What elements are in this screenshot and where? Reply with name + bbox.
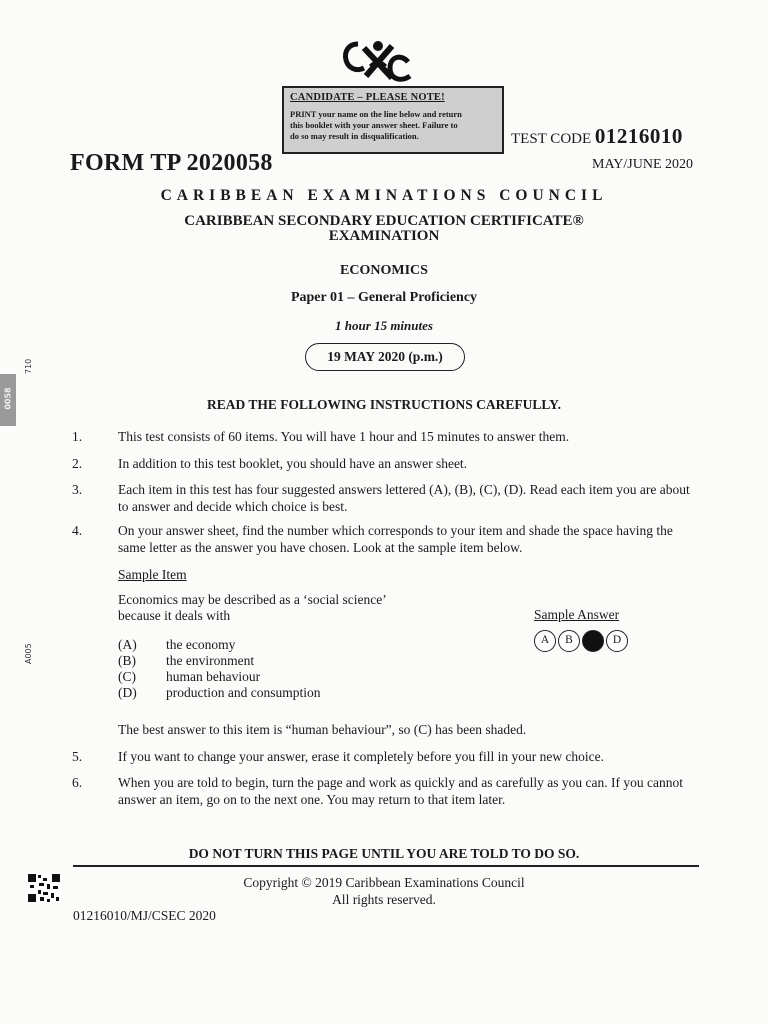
form-tp-number: FORM TP 2020058	[70, 150, 273, 176]
note-line-3: do so may result in disqualification.	[290, 131, 419, 141]
instruction-text: If you want to change your answer, erase it completely before you fill in your new choice.	[118, 749, 605, 764]
certificate-line-1: CARIBBEAN SECONDARY EDUCATION CERTIFICATE®	[184, 213, 584, 229]
test-code-label: TEST CODE	[511, 131, 592, 147]
test-code	[511, 124, 683, 149]
instruction-text: Each item in this test has four suggested answers lettered (A), (B), (C), (D). Read each item you are about to answer and decide which choice is best.	[118, 482, 690, 514]
answer-bubble-c: C	[582, 630, 604, 652]
subject-title: ECONOMICS	[340, 263, 428, 278]
option-letter: (B)	[118, 653, 136, 668]
instructions-heading: READ THE FOLLOWING INSTRUCTIONS CAREFULLY.	[207, 397, 561, 412]
cxc-logo-icon	[340, 36, 416, 86]
divider-rule	[73, 865, 699, 867]
exam-session: MAY/JUNE 2020	[592, 157, 693, 172]
option-text: the environment	[166, 653, 255, 668]
instruction-text: On your answer sheet, find the number which corresponds to your item and shade the space having the same letter as the answer you have chosen. Look at the sample item below.	[118, 523, 673, 555]
paper-code: 01216010/MJ/CSEC 2020	[73, 908, 216, 923]
instruction-number: 2.	[72, 456, 83, 471]
option-text: human behaviour	[166, 669, 261, 684]
sample-answer-label: Sample Answer	[534, 607, 620, 622]
certificate-title	[0, 214, 768, 244]
note-text	[290, 109, 496, 142]
instruction-number: 1.	[72, 429, 83, 444]
paper-title: Paper 01 – General Proficiency	[290, 290, 478, 305]
duration: 1 hour 15 minutes	[335, 318, 433, 333]
instruction-number: 4.	[72, 523, 83, 538]
answer-bubble-a: A	[534, 630, 556, 652]
note-title: CANDIDATE – PLEASE NOTE!	[290, 92, 445, 103]
option-letter: (A)	[118, 637, 137, 652]
sample-question-line-2: because it deals with	[118, 608, 231, 623]
option-letter: (C)	[118, 669, 136, 684]
answer-bubble-d: D	[606, 630, 628, 652]
note-line-2: this booklet with your answer sheet. Failure to	[290, 120, 458, 130]
option-letter: (D)	[118, 685, 137, 700]
council-name: CARIBBEAN EXAMINATIONS COUNCIL	[160, 187, 608, 204]
test-code-value: 01216010	[594, 124, 683, 148]
copyright	[0, 874, 768, 908]
side-code-bottom: A005	[24, 643, 33, 664]
exam-date: 19 MAY 2020 (p.m.)	[305, 343, 465, 371]
instruction-number: 3.	[72, 482, 83, 497]
option-text: the economy	[166, 637, 236, 652]
option-text: production and consumption	[166, 685, 321, 700]
rights-line: All rights reserved.	[332, 892, 436, 907]
sample-question-line-1: Economics may be described as a ‘social science’	[118, 592, 387, 607]
instruction-number: 6.	[72, 775, 83, 790]
side-code-top: 710	[24, 358, 33, 374]
answer-bubble-b: B	[558, 630, 580, 652]
candidate-note-box	[282, 86, 504, 154]
instruction-text: When you are told to begin, turn the page and work as quickly and as carefully as you can. If you cannot answer an item, go on to the next one. You may return to that item later.	[118, 775, 683, 807]
copyright-line: Copyright © 2019 Caribbean Examinations Council	[243, 875, 525, 890]
sample-answer-bubbles	[534, 630, 628, 652]
note-line-1: PRINT your name on the line below and return	[290, 109, 462, 119]
sample-item-label: Sample Item	[118, 567, 187, 582]
certificate-line-2: EXAMINATION	[328, 228, 440, 244]
sample-explanation: The best answer to this item is “human behaviour”, so (C) has been shaded.	[118, 722, 527, 737]
side-tab-code: 0058	[3, 387, 13, 410]
sample-question	[118, 592, 438, 624]
instruction-text: In addition to this test booklet, you should have an answer sheet.	[118, 456, 468, 471]
do-not-turn-notice: DO NOT TURN THIS PAGE UNTIL YOU ARE TOLD TO DO SO.	[188, 846, 580, 861]
instruction-text: This test consists of 60 items. You will have 1 hour and 15 minutes to answer them.	[118, 429, 570, 444]
instruction-number: 5.	[72, 749, 83, 764]
